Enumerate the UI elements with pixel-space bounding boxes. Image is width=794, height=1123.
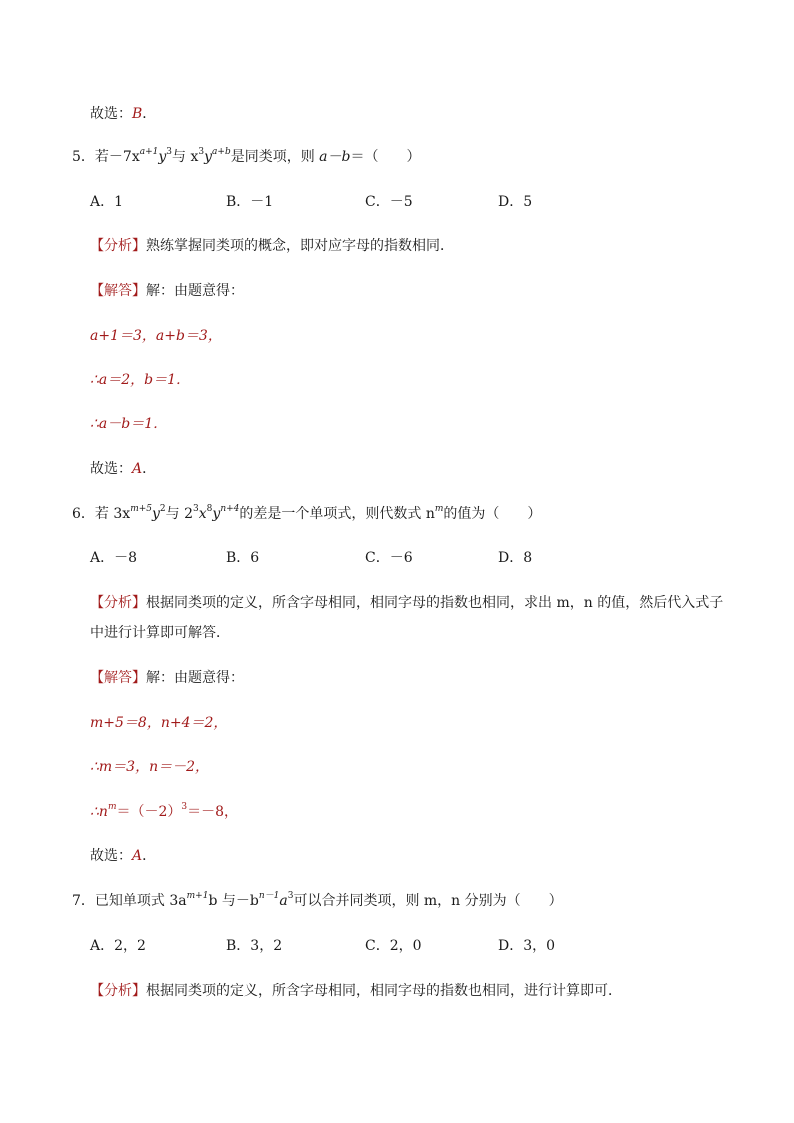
q6-choose <box>90 846 156 866</box>
q5-mid: 与 x <box>172 149 199 165</box>
q6-end: 的值为（ ） <box>443 506 542 522</box>
q6-sup1: m+5 <box>130 504 152 515</box>
q7-number: 7． <box>72 893 95 909</box>
q7-option-d[interactable]: D．3，0 <box>498 938 556 954</box>
q6-analysis-label: 【分析】 <box>90 595 146 611</box>
q6-stem-a: 若 3x <box>94 506 131 522</box>
q6-tail: 的差是一个单项式，则代数式 n <box>239 506 435 522</box>
q6-y2: y <box>212 506 221 522</box>
q5-sup1: a+1 <box>139 147 159 158</box>
q5-number: 5． <box>72 149 95 165</box>
q5-sup3: 3 <box>198 147 205 158</box>
q5-y2: y <box>204 149 213 165</box>
choose-label: 故选： <box>90 106 132 122</box>
q7-sup3: 3 <box>287 891 294 902</box>
q6-sup2: 2 <box>159 504 166 515</box>
q5-step1: a+1＝3，a+b＝3， <box>90 328 222 344</box>
q6-step3-b: ＝（－2） <box>116 804 182 820</box>
q5-option-c[interactable]: C．－5 <box>365 194 413 210</box>
q5-analysis <box>90 236 454 256</box>
q7-option-a[interactable]: A．2，2 <box>90 938 146 954</box>
q7-sup2: n－1 <box>258 891 280 902</box>
q5-choose <box>90 459 156 479</box>
q6-step3-c: ＝－8， <box>187 804 239 820</box>
period: ． <box>142 848 157 864</box>
q5-end: ＝（ ） <box>350 149 421 165</box>
q6-sup3: 3 <box>193 504 199 515</box>
q6-sup4: 8 <box>206 504 213 515</box>
q5-stem-a: 若－7x <box>94 149 140 165</box>
q6-step3-sup2: 3 <box>181 802 188 813</box>
q7-option-b[interactable]: B．3，2 <box>226 938 283 954</box>
q7-a2: a <box>279 893 288 909</box>
q7-analysis-text: 根据同类项的定义，所含字母相同，相同字母的指数也相同，进行计算即可． <box>146 983 622 999</box>
q6-option-d[interactable]: D．8 <box>498 550 533 566</box>
q6-y1: y <box>152 506 160 522</box>
q6-solution-text: 解：由题意得： <box>146 670 244 686</box>
q6-choose-answer: A <box>132 848 143 864</box>
q6-step3-a: ∴n <box>90 804 108 820</box>
q6-step2: ∴m＝3，n＝－2， <box>90 759 210 775</box>
period: ． <box>142 461 157 477</box>
q5-solution <box>90 281 244 301</box>
q6-solution-label: 【解答】 <box>90 670 146 686</box>
prev-choose-line <box>90 104 156 124</box>
q6-analysis-line2: 中进行计算即可解答． <box>90 625 230 641</box>
period: ． <box>142 106 157 122</box>
q5-solution-text: 解：由题意得： <box>146 283 244 299</box>
q6-option-b[interactable]: B．6 <box>226 550 260 566</box>
q6-x2: x <box>198 506 207 522</box>
q5-y1: y <box>158 149 167 165</box>
q5-stem <box>72 147 420 167</box>
choose-answer: B <box>132 106 143 122</box>
q6-analysis-text1: 根据同类项的定义，所含字母相同，相同字母的指数也相同，求出 m，n 的值，然后代入式子 <box>146 595 724 611</box>
q7-b1: b 与－b <box>208 893 259 909</box>
q5-analysis-label: 【分析】 <box>90 238 146 254</box>
q5-option-d[interactable]: D．5 <box>498 194 533 210</box>
q5-step3: ∴a－b＝1． <box>90 416 168 432</box>
q7-option-c[interactable]: C．2，0 <box>365 938 422 954</box>
q5-sup4: a+b <box>212 147 231 158</box>
q7-tail: 可以合并同类项，则 m，n 分别为（ ） <box>293 893 563 909</box>
q7-analysis-label: 【分析】 <box>90 983 146 999</box>
q5-tail: 是同类项，则 <box>230 149 320 165</box>
q6-step3 <box>90 802 238 822</box>
q7-stem-a: 已知单项式 3a <box>94 893 187 909</box>
q6-stem <box>72 504 541 524</box>
q6-solution <box>90 668 244 688</box>
q5-sup2: 3 <box>166 147 173 158</box>
q5-step2: ∴a＝2，b＝1． <box>90 372 191 388</box>
q6-number: 6． <box>72 506 95 522</box>
q6-sup5: n+4 <box>220 504 240 515</box>
q6-mid: 与 2 <box>165 506 194 522</box>
q5-solution-label: 【解答】 <box>90 283 146 299</box>
q6-sup6: m <box>434 504 444 515</box>
q7-sup1: m+1 <box>186 891 209 902</box>
q6-option-a[interactable]: A．－8 <box>90 550 138 566</box>
q5-choose-label: 故选： <box>90 461 132 477</box>
q5-option-b[interactable]: B．－1 <box>226 194 274 210</box>
q6-choose-label: 故选： <box>90 848 132 864</box>
q7-stem <box>72 891 563 911</box>
q5-expr: a－b <box>319 149 351 165</box>
q5-option-a[interactable]: A．1 <box>90 194 124 210</box>
q7-analysis <box>90 981 622 1001</box>
q5-analysis-text: 熟练掌握同类项的概念，即对应字母的指数相同． <box>146 238 454 254</box>
q6-option-c[interactable]: C．－6 <box>365 550 413 566</box>
q6-analysis-line1 <box>90 593 723 613</box>
q6-step3-sup: m <box>107 802 117 813</box>
q6-step1: m+5＝8，n+4＝2， <box>90 715 228 731</box>
q5-choose-answer: A <box>132 461 143 477</box>
